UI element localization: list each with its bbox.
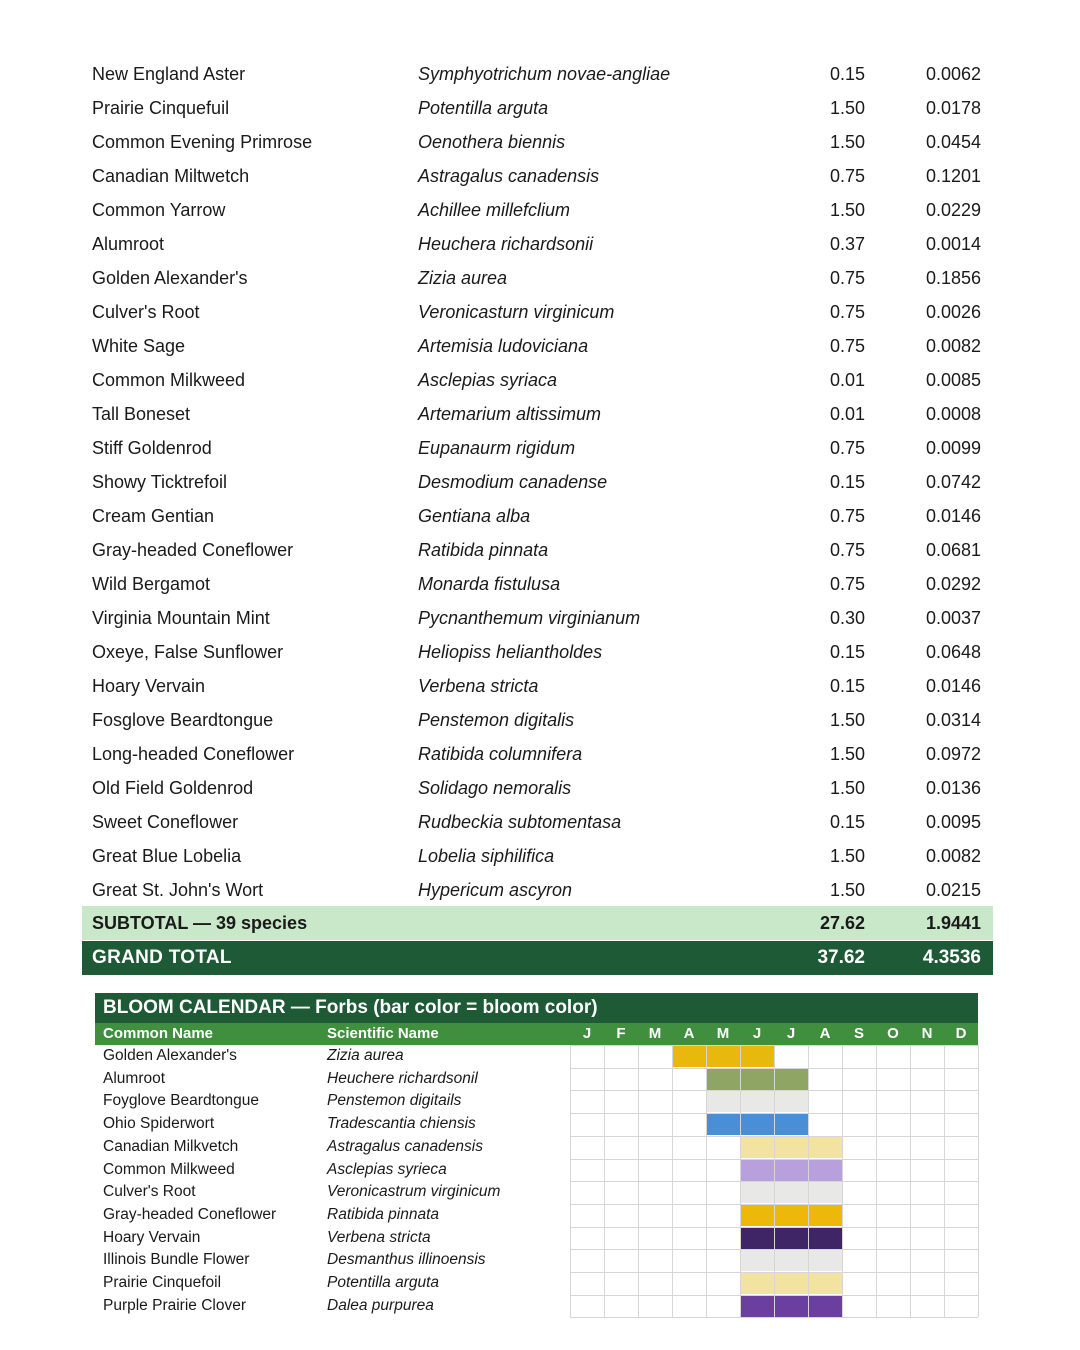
- common-name: Gray-headed Coneflower: [92, 540, 294, 560]
- species-row: [82, 227, 993, 261]
- ratio-value: 0.0314: [925, 710, 981, 730]
- rate-value: 0.15: [829, 812, 865, 832]
- common-name: Old Field Goldenrod: [92, 778, 254, 798]
- scientific-name: Veronicasturn virginicum: [418, 302, 615, 322]
- common-name: Common Evening Primrose: [92, 132, 313, 152]
- ratio-value: 0.0292: [925, 574, 981, 594]
- month-header: J: [786, 1025, 796, 1042]
- common-name: Long-headed Coneflower: [92, 744, 295, 764]
- common-name: Fosglove Beardtongue: [92, 710, 274, 730]
- common-name: Common Milkweed: [92, 370, 246, 390]
- common-name: Tall Boneset: [92, 404, 191, 424]
- grid-line: [570, 1181, 978, 1182]
- common-name: Alumroot: [92, 234, 165, 254]
- bloom-common-name: Alumroot: [103, 1069, 166, 1087]
- species-row: [82, 805, 993, 839]
- scientific-name: Zizia aurea: [418, 268, 508, 288]
- common-name: Great Blue Lobelia: [92, 846, 242, 866]
- bloom-scientific-name: Penstemon digitails: [327, 1092, 462, 1110]
- ratio-value: 0.0742: [925, 472, 981, 492]
- scientific-name: Achillee millefclium: [418, 200, 571, 220]
- grid-line: [570, 1136, 978, 1137]
- month-header: A: [683, 1025, 695, 1042]
- ratio-value: 0.0062: [925, 64, 981, 84]
- species-row: [82, 57, 993, 91]
- rate-value: 1.50: [829, 710, 865, 730]
- scientific-name: Lobelia siphilifica: [418, 846, 555, 866]
- month-header: D: [955, 1025, 967, 1042]
- ratio-value: 0.0648: [925, 642, 981, 662]
- header-scientific-name: Scientific Name: [327, 1025, 439, 1042]
- common-name: White Sage: [92, 336, 186, 356]
- ratio-value: 0.0136: [925, 778, 981, 798]
- grid-line: [570, 1249, 978, 1250]
- common-name: Virginia Mountain Mint: [92, 608, 270, 628]
- species-row: [82, 499, 993, 533]
- species-row: [82, 533, 993, 567]
- species-row: [82, 125, 993, 159]
- bloom-common-name: Purple Prairie Clover: [103, 1296, 246, 1314]
- rate-value: 1.50: [829, 132, 865, 152]
- species-row: [82, 159, 993, 193]
- grid-line: [978, 1045, 979, 1317]
- rate-value: 0.75: [829, 574, 865, 594]
- bloom-common-name: Culver's Root: [103, 1183, 196, 1201]
- scientific-name: Monarda fistulusa: [418, 574, 561, 594]
- ratio-value: 0.1201: [925, 166, 981, 186]
- species-row: [82, 873, 993, 907]
- bloom-scientific-name: Veronicastrum virginicum: [327, 1183, 501, 1201]
- grid-line: [570, 1227, 978, 1228]
- species-row: [82, 601, 993, 635]
- bloom-common-name: Canadian Milkvetch: [103, 1137, 239, 1155]
- ratio-value: 0.0095: [925, 812, 981, 832]
- ratio-value: 0.0014: [925, 234, 981, 254]
- species-row: [82, 839, 993, 873]
- month-header: M: [716, 1025, 730, 1042]
- common-name: Prairie Cinquefuil: [92, 98, 230, 118]
- common-name: Great St. John's Wort: [92, 880, 264, 900]
- rate-value: 0.01: [829, 370, 865, 390]
- scientific-name: Symphyotrichum novae-angliae: [418, 64, 671, 84]
- ratio-value: 0.0229: [925, 200, 981, 220]
- ratio-value: 0.0215: [925, 880, 981, 900]
- species-row: [82, 669, 993, 703]
- rate-value: 0.75: [829, 302, 865, 322]
- rate-value: 0.75: [829, 166, 865, 186]
- grid-line: [570, 1113, 978, 1114]
- ratio-value: 0.0454: [925, 132, 981, 152]
- species-row: [82, 363, 993, 397]
- species-row: [82, 737, 993, 771]
- species-row: [82, 329, 993, 363]
- month-header: O: [887, 1025, 899, 1042]
- scientific-name: Astragalus canadensis: [418, 166, 600, 186]
- bloom-scientific-name: Heuchere richardsonil: [327, 1069, 478, 1087]
- scientific-name: Artemisia ludoviciana: [418, 336, 589, 356]
- bloom-scientific-name: Potentilla arguta: [327, 1274, 440, 1291]
- rate-value: 1.50: [829, 98, 865, 118]
- common-name: Sweet Coneflower: [92, 812, 239, 832]
- rate-value: 1.50: [829, 744, 865, 764]
- scientific-name: Pycnanthemum virginianum: [418, 608, 641, 628]
- scientific-name: Rudbeckia subtomentasa: [418, 812, 622, 832]
- ratio-value: 0.0178: [925, 98, 981, 118]
- scientific-name: Oenothera biennis: [418, 132, 566, 152]
- month-header: F: [616, 1025, 626, 1042]
- subtotal-label: SUBTOTAL — 39 species: [92, 913, 308, 933]
- scientific-name: Heuchera richardsonii: [418, 234, 594, 254]
- species-row: [82, 771, 993, 805]
- subtotal-rate: 27.62: [819, 913, 865, 933]
- species-row: [82, 397, 993, 431]
- bloom-scientific-name: Astragalus canadensis: [327, 1137, 483, 1155]
- species-row: [82, 261, 993, 295]
- ratio-value: 0.0099: [925, 438, 981, 458]
- month-header: S: [853, 1025, 864, 1042]
- rate-value: 1.50: [829, 778, 865, 798]
- grid-line: [570, 1272, 978, 1273]
- ratio-value: 0.0026: [925, 302, 981, 322]
- rate-value: 0.37: [829, 234, 865, 254]
- grid-line: [570, 1204, 978, 1205]
- common-name: Hoary Vervain: [92, 676, 206, 696]
- month-header: J: [582, 1025, 592, 1042]
- common-name: Oxeye, False Sunflower: [92, 642, 284, 662]
- ratio-value: 0.1856: [925, 268, 981, 288]
- species-row: [82, 465, 993, 499]
- header-common-name: Common Name: [103, 1025, 214, 1042]
- scientific-name: Solidago nemoralis: [418, 778, 572, 798]
- ratio-value: 0.0008: [925, 404, 981, 424]
- rate-value: 1.50: [829, 880, 865, 900]
- bloom-scientific-name: Asclepias syrieca: [327, 1160, 447, 1178]
- rate-value: 0.01: [829, 404, 865, 424]
- scientific-name: Hypericum ascyron: [418, 880, 573, 900]
- bloom-scientific-name: Desmanthus illinoensis: [327, 1251, 486, 1269]
- bloom-scientific-name: Zizia aurea: [327, 1047, 404, 1064]
- scientific-name: Ratibida pinnata: [418, 540, 549, 560]
- grid-line: [570, 1317, 978, 1318]
- grand-total-ratio: 4.3536: [922, 947, 981, 968]
- bloom-common-name: Ohio Spiderwort: [103, 1115, 215, 1133]
- month-header: J: [752, 1025, 762, 1042]
- grid-line: [570, 1159, 978, 1160]
- grid-line: [570, 1068, 978, 1069]
- ratio-value: 0.0146: [925, 506, 981, 526]
- ratio-value: 0.0681: [925, 540, 981, 560]
- scientific-name: Potentilla arguta: [418, 98, 549, 118]
- rate-value: 1.50: [829, 200, 865, 220]
- common-name: Cream Gentian: [92, 506, 215, 526]
- common-name: Culver's Root: [92, 302, 200, 322]
- scientific-name: Gentiana alba: [418, 506, 531, 526]
- bloom-common-name: Foyglove Beardtongue: [103, 1092, 259, 1110]
- month-header: M: [648, 1025, 662, 1042]
- rate-value: 0.75: [829, 268, 865, 288]
- ratio-value: 0.0085: [925, 370, 981, 390]
- rate-value: 0.15: [829, 642, 865, 662]
- ratio-value: 0.0082: [925, 336, 981, 356]
- common-name: Golden Alexander's: [92, 268, 248, 288]
- bloom-scientific-name: Ratibida pinnata: [327, 1205, 440, 1223]
- ratio-value: 0.0037: [925, 608, 981, 628]
- scientific-name: Ratibida columnifera: [418, 744, 583, 764]
- rate-value: 1.50: [829, 846, 865, 866]
- bloom-common-name: Gray-headed Coneflower: [103, 1205, 277, 1223]
- species-row: [82, 91, 993, 125]
- scientific-name: Penstemon digitalis: [418, 710, 575, 730]
- common-name: Stiff Goldenrod: [92, 438, 212, 458]
- rate-value: 0.75: [829, 438, 865, 458]
- bloom-common-name: Illinois Bundle Flower: [103, 1251, 250, 1269]
- grid-line: [570, 1090, 978, 1091]
- grand-total-rate: 37.62: [817, 947, 865, 968]
- rate-value: 0.75: [829, 336, 865, 356]
- scientific-name: Artemarium altissimum: [418, 404, 602, 424]
- bloom-calendar: [95, 993, 978, 1325]
- rate-value: 0.15: [829, 64, 865, 84]
- rate-value: 0.75: [829, 506, 865, 526]
- rate-value: 0.15: [829, 472, 865, 492]
- month-header: A: [819, 1025, 831, 1042]
- species-row: [82, 295, 993, 329]
- grand-total-row: [82, 941, 993, 975]
- scientific-name: Asclepias syriaca: [418, 370, 558, 390]
- bloom-calendar-title: BLOOM CALENDAR — Forbs (bar color = bloom color): [95, 993, 978, 1023]
- common-name: Common Yarrow: [92, 200, 226, 220]
- common-name: New England Aster: [92, 64, 246, 84]
- scientific-name: Desmodium canadense: [418, 472, 608, 492]
- scientific-name: Verbena stricta: [418, 676, 539, 696]
- subtotal-row: [82, 906, 993, 940]
- species-table: [82, 57, 993, 907]
- subtotal-ratio: 1.9441: [925, 913, 981, 933]
- grid-line: [570, 1295, 978, 1296]
- species-row: [82, 431, 993, 465]
- bloom-scientific-name: Dalea purpurea: [327, 1296, 434, 1314]
- species-row: [82, 567, 993, 601]
- ratio-value: 0.0146: [925, 676, 981, 696]
- bloom-common-name: Golden Alexander's: [103, 1047, 237, 1064]
- common-name: Canadian Miltwetch: [92, 166, 250, 186]
- month-header: N: [921, 1025, 933, 1042]
- scientific-name: Heliopiss heliantholdes: [418, 642, 603, 662]
- ratio-value: 0.0082: [925, 846, 981, 866]
- common-name: Showy Ticktrefoil: [92, 472, 228, 492]
- rate-value: 0.30: [829, 608, 865, 628]
- common-name: Wild Bergamot: [92, 574, 211, 594]
- species-row: [82, 193, 993, 227]
- ratio-value: 0.0972: [925, 744, 981, 764]
- grid-line: [570, 1045, 978, 1046]
- bloom-common-name: Hoary Vervain: [103, 1228, 201, 1246]
- bloom-scientific-name: Tradescantia chiensis: [327, 1115, 476, 1133]
- scientific-name: Eupanaurm rigidum: [418, 438, 576, 458]
- grand-total-label: GRAND TOTAL: [92, 947, 232, 968]
- bloom-common-name: Common Milkweed: [103, 1160, 235, 1178]
- species-row: [82, 703, 993, 737]
- rate-value: 0.75: [829, 540, 865, 560]
- species-row: [82, 635, 993, 669]
- bloom-calendar-header: [95, 1023, 978, 1045]
- bloom-scientific-name: Verbena stricta: [327, 1228, 431, 1246]
- rate-value: 0.15: [829, 676, 865, 696]
- bloom-common-name: Prairie Cinquefoil: [103, 1274, 222, 1291]
- bloom-grid: [570, 1045, 978, 1325]
